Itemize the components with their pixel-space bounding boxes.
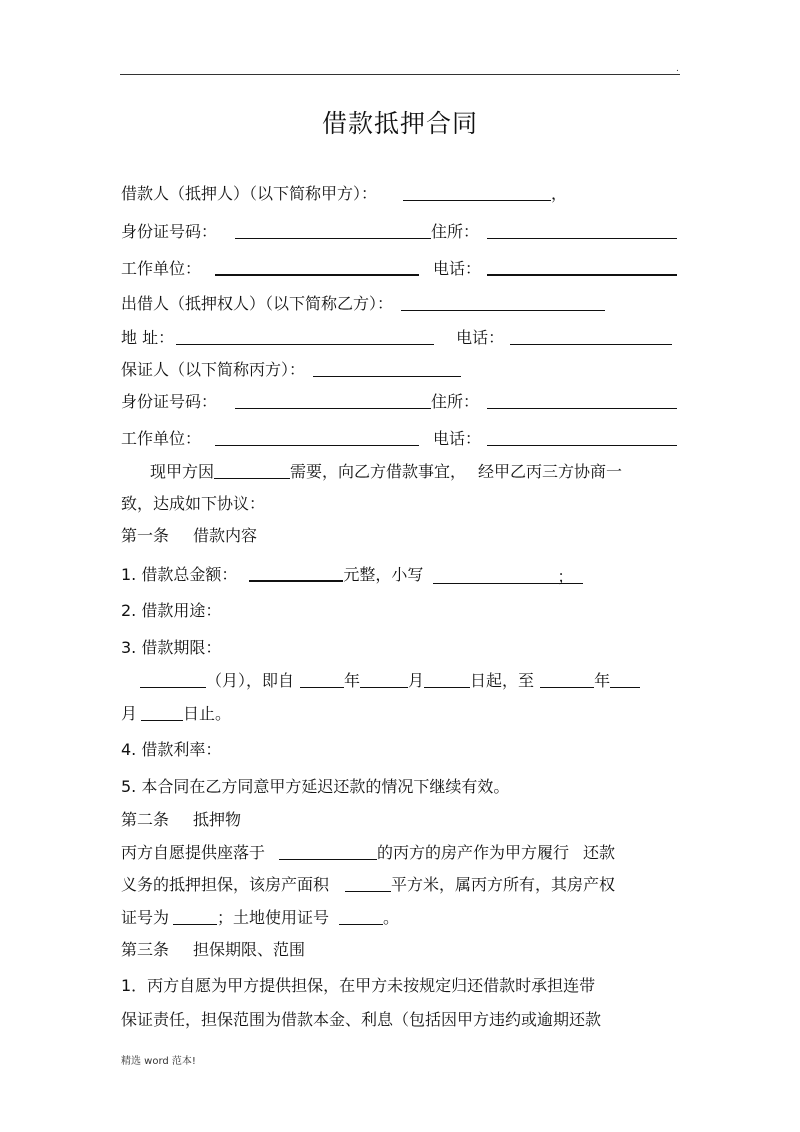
line-loan-term [121,638,221,658]
blank-guarantor [313,360,461,377]
blank-months [140,671,206,688]
label-address-c: 住所： [431,392,480,411]
line-interest-rate [121,740,221,760]
line-work-phone-a [121,258,677,279]
label-guarantor: 保证人（以下简称丙方）： [121,360,306,379]
blank-address [487,222,677,239]
label-end-month: 月 [121,704,138,723]
line-validity [121,777,509,797]
blank-borrower [403,184,551,201]
blank-phone [487,258,677,276]
blank-start-year [300,671,344,688]
blank-amount-figures [433,567,583,584]
guarantee-text-1: 1．丙方自愿为甲方提供担保，在甲方未按规定归还借款时承担连带 [121,976,596,995]
article-2-title: 抵押物 [193,810,242,829]
line-guarantee-1 [121,976,595,996]
label-phone: 电话： [433,259,482,278]
line-loan-purpose [121,601,221,621]
line-guarantee-2 [121,1010,601,1030]
blank-lender [401,294,605,311]
label-loan-purpose: 2. 借款用途： [121,601,222,620]
footer-note: 精选 word 范本! [121,1056,196,1067]
article-1-title: 借款内容 [193,526,258,545]
blank-property-cert [173,908,217,925]
preamble-part-3: 经甲乙丙三方协商一 [478,462,623,481]
label-phone-b: 电话： [456,328,505,347]
blank-work-unit-c [215,429,419,446]
comma: ， [551,184,568,203]
semicolon: ； [557,567,574,586]
article-3-heading [121,940,305,960]
header-rule [120,74,680,75]
blank-reason [214,462,290,479]
line-collateral-2 [121,875,615,895]
blank-area [345,875,391,892]
label-land-cert: ；土地使用证号 [217,908,330,927]
label-lender: 出借人（抵押权人）（以下简称乙方）： [121,294,394,313]
line-preamble-end [121,494,265,514]
preamble-part-2: 需要，向乙方借款事宜， [290,462,467,481]
article-1-number: 第一条 [121,526,170,545]
label-phone-c: 电话： [433,429,482,448]
line-work-phone-c [121,429,677,449]
article-3-title: 担保期限、范围 [193,940,306,959]
line-total-amount [121,564,583,585]
label-work-unit-c: 工作单位： [121,429,202,448]
label-months-from: （月），即自 [206,671,295,690]
line-term-end [121,704,231,724]
blank-phone-c [487,429,677,446]
label-id-number: 身份证号码： [121,222,218,241]
article-1-heading [121,526,257,546]
blank-address-b [176,328,434,345]
period: 。 [383,908,400,927]
guarantee-text-2: 保证责任，担保范围为借款本金、利息（包括因甲方违约或逾期还款 [121,1010,602,1029]
label-borrower: 借款人（抵押人）（以下简称甲方）： [121,184,378,203]
label-day-to: 日起，至 [470,671,535,690]
line-preamble [150,462,622,482]
article-3-number: 第三条 [121,940,170,959]
clause-validity: 5. 本合同在乙方同意甲方延迟还款的情况下继续有效。 [121,777,510,796]
preamble-end: 致，达成如下协议： [121,494,266,513]
line-address-phone-b [121,328,672,348]
collateral-text-1: 丙方自愿提供座落于 [121,843,266,862]
blank-id-number-c [235,392,431,409]
blank-address-c [487,392,677,409]
collateral-text-5: 平方米，属丙方所有，其房产权 [391,875,616,894]
label-id-number-c: 身份证号码： [121,392,218,411]
line-lender [121,294,605,314]
article-2-heading [121,810,241,830]
label-total-amount: 1. 借款总金额： [121,565,238,584]
line-collateral-1 [121,843,615,863]
blank-land-cert [339,908,383,925]
blank-id-number [235,222,431,239]
label-year: 年 [344,671,361,690]
line-term-dates [140,671,640,691]
label-loan-term: 3. 借款期限： [121,638,222,657]
blank-amount-words [249,564,343,582]
blank-end-day [141,704,183,721]
line-id-address-c [121,392,677,412]
line-borrower [121,184,567,204]
corner-mark: . [676,64,679,74]
blank-start-day [424,671,470,688]
blank-end-month [610,671,640,688]
article-2-number: 第二条 [121,810,170,829]
blank-phone-b [510,328,672,345]
label-address: 住所： [431,222,480,241]
label-address-b: 地 址： [121,328,175,347]
document-title: 借款抵押合同 [321,109,478,138]
line-collateral-3 [121,908,399,928]
blank-end-year [540,671,594,688]
label-end-day: 日止。 [183,704,232,723]
label-interest-rate: 4. 借款利率： [121,740,222,759]
preamble-part-1: 现甲方因 [150,462,215,481]
blank-work-unit [215,258,419,276]
label-property-cert: 证号为 [121,908,170,927]
label-month: 月 [408,671,425,690]
label-end-year: 年 [594,671,611,690]
line-id-address-a [121,222,677,242]
blank-property-location [279,843,377,860]
line-guarantor [121,360,461,380]
label-work-unit: 工作单位： [121,259,202,278]
label-amount-figures: 元整，小写 [343,565,424,584]
collateral-text-3: 还款 [583,843,616,862]
blank-start-month [360,671,408,688]
collateral-text-2: 的丙方的房产作为甲方履行 [377,843,570,862]
collateral-text-4: 义务的抵押担保，该房产面积 [121,875,330,894]
